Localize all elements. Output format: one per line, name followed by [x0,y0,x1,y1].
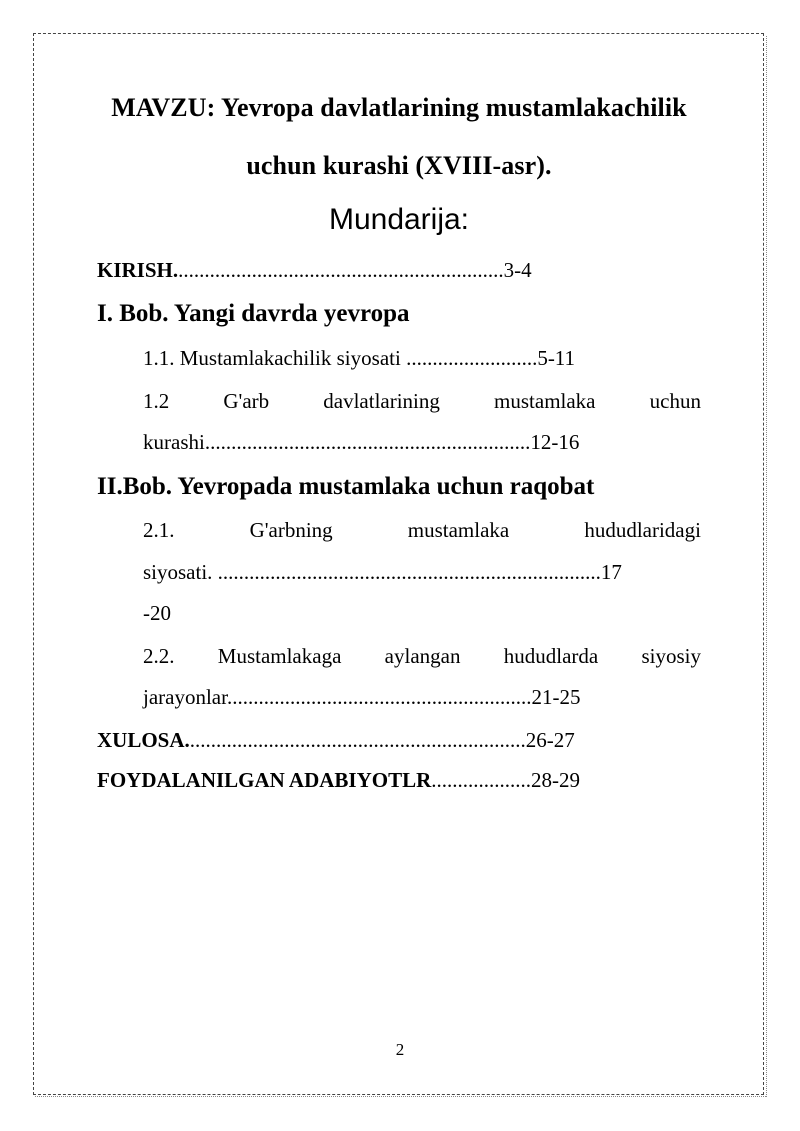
toc-entry-label: FOYDALANILGAN ADABIYOTLR [97,768,432,792]
document-title-line-1: MAVZU: Yevropa davlatlarining mustamlakachilik [111,93,687,122]
toc-entry-2-2-line-1[interactable] [143,644,701,669]
toc-entry-label: KIRISH. [97,258,179,282]
toc-word: hududlarda [503,644,599,668]
toc-leader-dots: ................................................................ [189,728,526,752]
toc-word: mustamlaka [494,389,596,413]
toc-entry-2-1-line-1[interactable] [143,518,701,543]
toc-page-range: 5-11 [537,346,576,370]
toc-entry-2-2-line-2[interactable] [143,685,580,710]
toc-entry-1-1[interactable] [143,346,575,371]
toc-page-range: 28-29 [531,768,581,792]
page-border-shadow-right [766,36,769,1097]
toc-entry-1-2-line-1[interactable] [143,389,701,414]
toc-entry-2-1-line-2[interactable] [143,560,622,585]
toc-word: siyosiy [641,644,701,668]
toc-word: hududlaridagi [584,518,701,542]
toc-word: uchun [649,389,701,413]
toc-leader-dots: ................... [431,768,532,792]
toc-page-range: 3-4 [503,258,532,282]
toc-entry-label: XULOSA. [97,728,190,752]
toc-word: Mustamlakaga [217,644,342,668]
toc-word: mustamlaka [407,518,510,542]
toc-leader-dots: ......................................................................... [212,560,601,584]
toc-page-range: -20 [143,601,171,625]
toc-entry-1-2-line-2[interactable] [143,430,579,455]
toc-word: aylangan [384,644,461,668]
page-border-shadow-bottom [35,1096,766,1099]
toc-word: G'arb [223,389,270,413]
document-title-line-2: uchun kurashi (XVIII-asr). [246,151,552,180]
toc-entry-label: 1.1. Mustamlakachilik siyosati [143,346,401,370]
toc-entry-foydalanilgan-adabiyotlar[interactable] [97,768,580,793]
toc-leader-dots: .............................................................. [178,258,504,282]
toc-entry-label: kurashi [143,430,205,454]
toc-leader-dots: .......................................................... [226,685,532,709]
toc-word: davlatlarining [323,389,440,413]
toc-entry-kirish[interactable] [97,258,532,283]
toc-page-range: 21-25 [531,685,581,709]
toc-word: 1.2 [143,389,170,413]
toc-chapter-1[interactable]: I. Bob. Yangi davrda yevropa [97,300,410,327]
toc-entry-label: siyosati. [143,560,213,584]
toc-leader-dots: .............................................................. [204,430,531,454]
toc-word: 2.1. [143,518,175,542]
toc-page-range: 26-27 [525,728,575,752]
toc-word: G'arbning [249,518,333,542]
toc-entry-label: jarayonlar [143,685,227,709]
toc-page-range: 17 [600,560,622,584]
toc-chapter-2[interactable]: II.Bob. Yevropada mustamlaka uchun raqobat [97,473,595,500]
page-number: 2 [395,1040,405,1059]
toc-entry-xulosa[interactable] [97,728,575,753]
toc-entry-2-1-line-3[interactable] [143,601,171,626]
toc-leader-dots: ......................... [400,346,538,370]
toc-heading: Mundarija: [328,203,470,236]
toc-word: 2.2. [143,644,175,668]
toc-page-range: 12-16 [530,430,580,454]
